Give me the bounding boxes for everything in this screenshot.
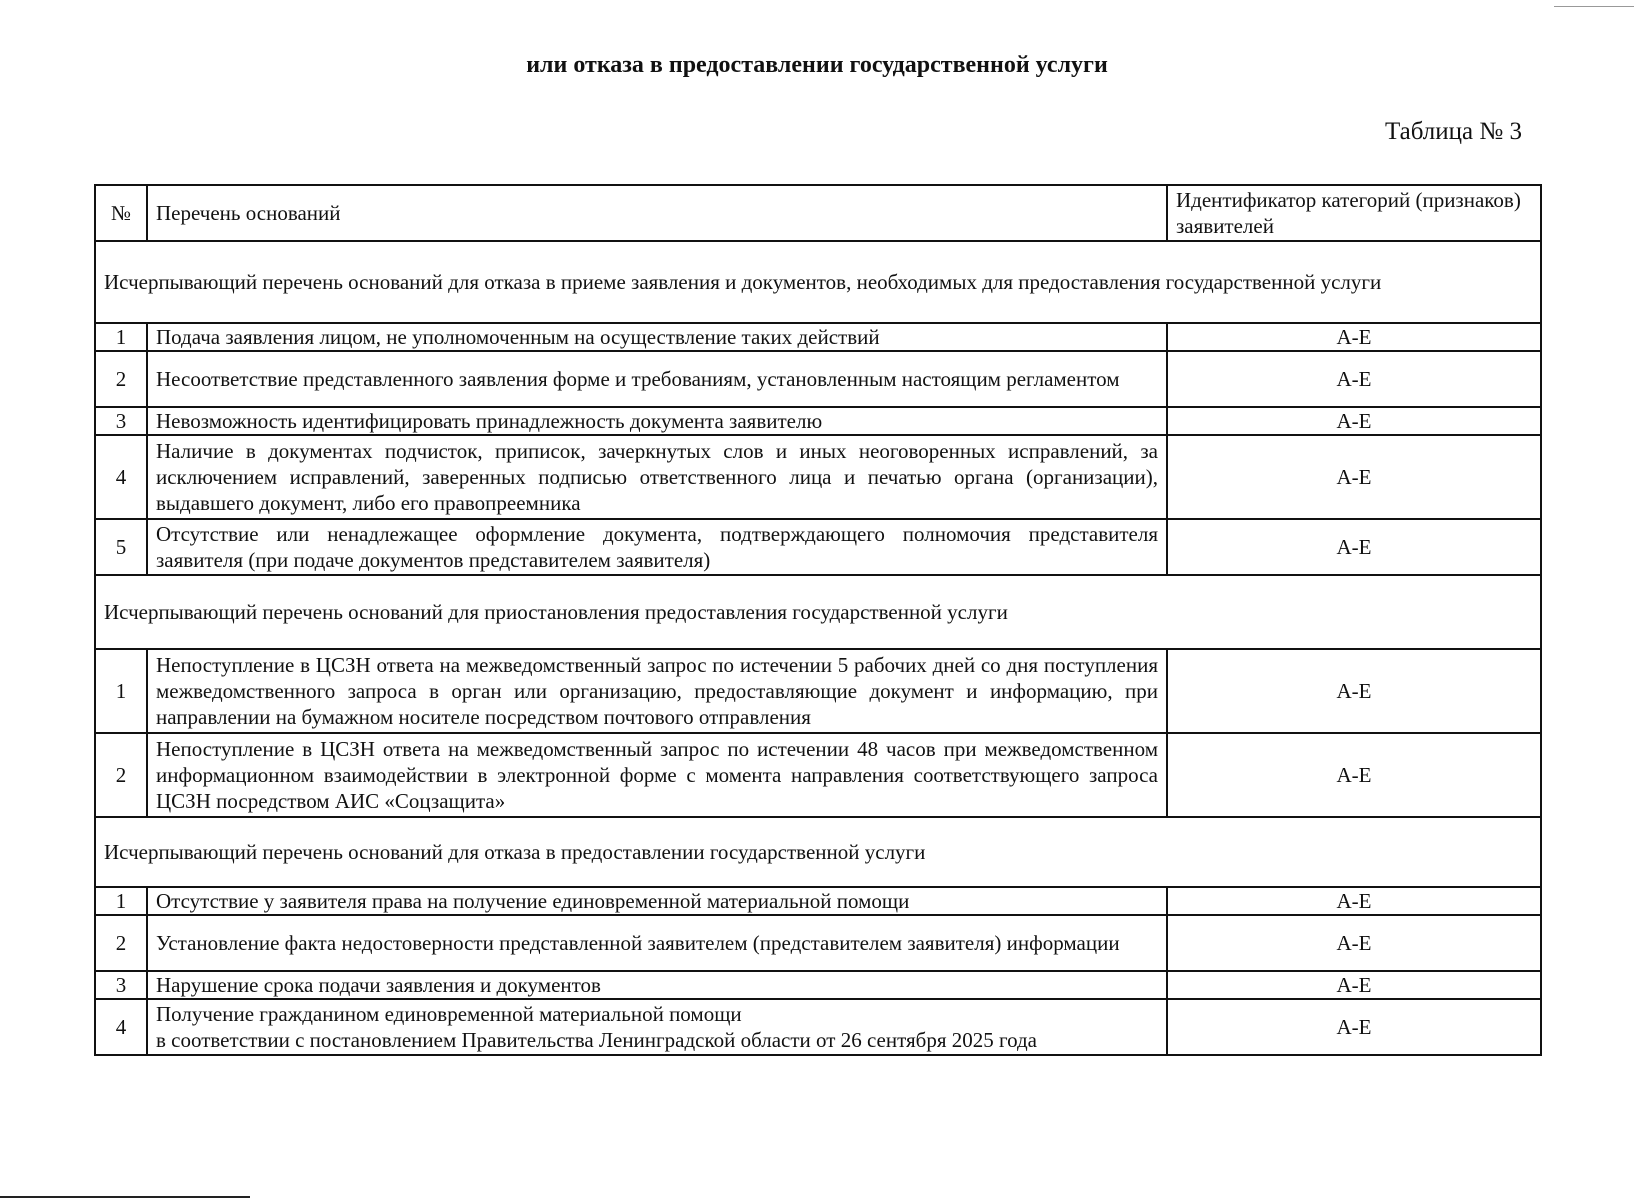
page-heading: или отказа в предоставлении государственной услуги [526, 52, 1108, 78]
table-row [95, 971, 1541, 999]
row-num: 4 [95, 999, 147, 1055]
row-text: Невозможность идентифицировать принадлежность документа заявителю [147, 407, 1167, 435]
table-row [95, 435, 1541, 519]
row-identifier: А-Е [1167, 351, 1541, 407]
row-identifier: А-Е [1167, 915, 1541, 971]
table-row [95, 915, 1541, 971]
row-num: 2 [95, 915, 147, 971]
row-identifier: А-Е [1167, 407, 1541, 435]
table-row [95, 887, 1541, 915]
row-identifier: А-Е [1167, 733, 1541, 817]
row-text: Подача заявления лицом, не уполномоченным на осуществление таких действий [147, 323, 1167, 351]
row-num: 2 [95, 351, 147, 407]
header-identifier: Идентификатор категорий (признаков) заявителей [1167, 185, 1541, 241]
row-text-line: Получение гражданином единовременной материальной помощи [156, 1002, 742, 1026]
row-text: Нарушение срока подачи заявления и документов [147, 971, 1167, 999]
row-num: 1 [95, 887, 147, 915]
table-row [95, 519, 1541, 575]
row-num: 3 [95, 971, 147, 999]
section-row [95, 817, 1541, 887]
table-row [95, 407, 1541, 435]
scan-edge-mark [1554, 6, 1634, 7]
row-identifier: А-Е [1167, 887, 1541, 915]
section-title-refusal-acceptance: Исчерпывающий перечень оснований для отказа в приеме заявления и документов, необходимых для предоставления государственной услуги [95, 241, 1541, 323]
row-text: Отсутствие или ненадлежащее оформление документа, подтверждающего полномочия представителя заявителя (при подаче документов представителем заявителя) [147, 519, 1167, 575]
row-identifier: А-Е [1167, 519, 1541, 575]
table-row [95, 323, 1541, 351]
table-row [95, 999, 1541, 1055]
row-identifier: А-Е [1167, 999, 1541, 1055]
row-num: 4 [95, 435, 147, 519]
section-row [95, 241, 1541, 323]
row-num: 2 [95, 733, 147, 817]
row-identifier: А-Е [1167, 971, 1541, 999]
row-text: Отсутствие у заявителя права на получение единовременной материальной помощи [147, 887, 1167, 915]
row-text: Наличие в документах подчисток, приписок, зачеркнутых слов и иных неоговоренных исправлений, за исключением исправлений, заверенных подписью ответственного лица и печатью органа (организации), выдавшего документ, либо его правопреемника [147, 435, 1167, 519]
grounds-table [94, 184, 1542, 1056]
row-identifier: А-Е [1167, 323, 1541, 351]
row-identifier: А-Е [1167, 649, 1541, 733]
row-num: 5 [95, 519, 147, 575]
table-header-row [95, 185, 1541, 241]
section-row [95, 575, 1541, 649]
header-num: № [95, 185, 147, 241]
section-title-suspension: Исчерпывающий перечень оснований для приостановления предоставления государственной услуги [95, 575, 1541, 649]
row-num: 3 [95, 407, 147, 435]
row-text: Непоступление в ЦСЗН ответа на межведомственный запрос по истечении 5 рабочих дней со дня поступления межведомственного запроса в орган или организацию, предоставляющие документ и информацию, при направлении на бумажном носителе посредством почтового отправления [147, 649, 1167, 733]
row-text: Непоступление в ЦСЗН ответа на межведомственный запрос по истечении 48 часов при межведомственном информационном взаимодействии в электронной форме с момента направления соответствующего запроса ЦСЗН посредством АИС «Соцзащита» [147, 733, 1167, 817]
row-text-line: в соответствии с постановлением Правительства Ленинградской области от 26 сентября 2025 года [156, 1028, 1037, 1052]
row-text: Несоответствие представленного заявления форме и требованиям, установленным настоящим регламентом [147, 351, 1167, 407]
table-row [95, 733, 1541, 817]
section-title-refusal-service: Исчерпывающий перечень оснований для отказа в предоставлении государственной услуги [95, 817, 1541, 887]
row-identifier: А-Е [1167, 435, 1541, 519]
table-row [95, 351, 1541, 407]
row-num: 1 [95, 323, 147, 351]
table-caption: Таблица № 3 [1384, 118, 1522, 145]
table-row [95, 649, 1541, 733]
row-text [147, 999, 1167, 1055]
row-text: Установление факта недостоверности представленной заявителем (представителем заявителя) информации [147, 915, 1167, 971]
bottom-divider [0, 1196, 250, 1198]
header-grounds: Перечень оснований [147, 185, 1167, 241]
row-num: 1 [95, 649, 147, 733]
